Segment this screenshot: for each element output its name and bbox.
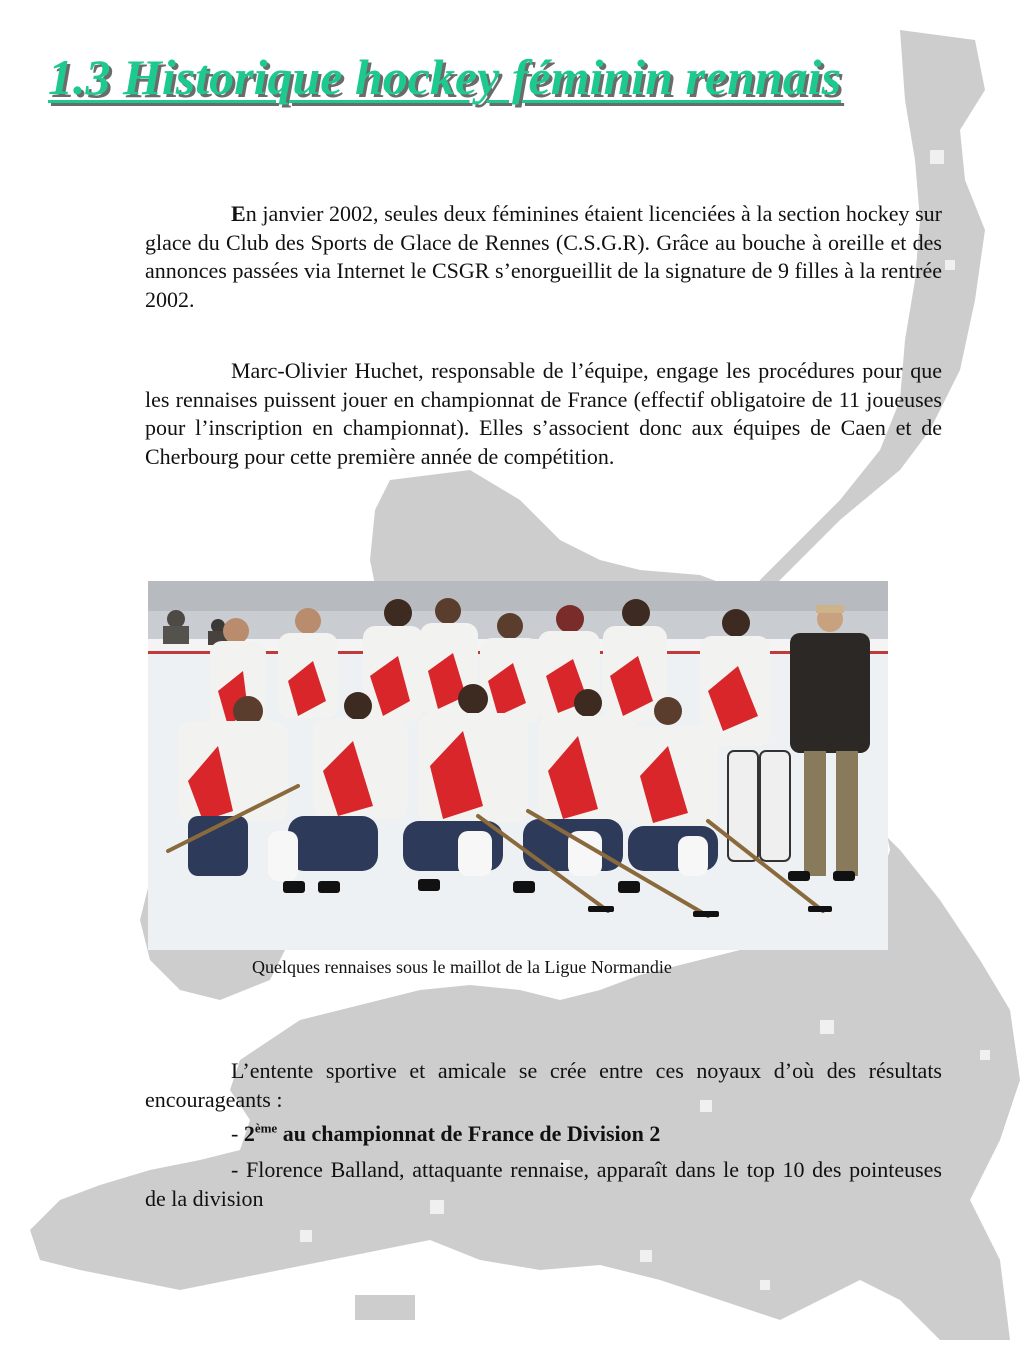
- paragraph-team-registration: Marc-Olivier Huchet, responsable de l’équipe, engage les procédures pour que les rennaises puissent jouer en championnat de France (effectif obligatoire de 11 joueuses pour l’inscription en championnat). Elles s’associent donc aux équipes de Caen et de Cherbourg pour cette première année de compétition.: [145, 358, 942, 469]
- result-rank-suffix: ème: [254, 1120, 278, 1136]
- result-championship-text: au championnat de France de Division 2: [277, 1121, 661, 1146]
- dropcap-letter: E: [231, 201, 246, 226]
- paragraph-results-intro: L’entente sportive et amicale se crée entre ces noyaux d’où des résultats encourageants :: [145, 1058, 942, 1112]
- result-top-scorer: - Florence Balland, attaquante rennaise, apparaît dans le top 10 des pointeuses de la division: [145, 1157, 942, 1211]
- team-photo: [148, 581, 888, 950]
- page-title: 1.3 Historique hockey féminin rennais: [48, 49, 842, 105]
- paragraph-intro: [145, 200, 942, 314]
- photo-caption: Quelques rennaises sous le maillot de la Ligue Normandie: [252, 957, 672, 977]
- paragraph-intro-text: n janvier 2002, seules deux féminines étaient licenciées à la section hockey sur glace du Club des Sports de Glace de Rennes (C.S.G.R). Grâce au bouche à oreille et des annonces passées via Internet le CSGR s’enorgueillit de la signature de 9 filles à la rentrée 2002.: [145, 201, 942, 312]
- result-dash: -: [231, 1121, 244, 1146]
- result-rank: 2: [243, 1121, 255, 1146]
- result-championship: [145, 1120, 942, 1149]
